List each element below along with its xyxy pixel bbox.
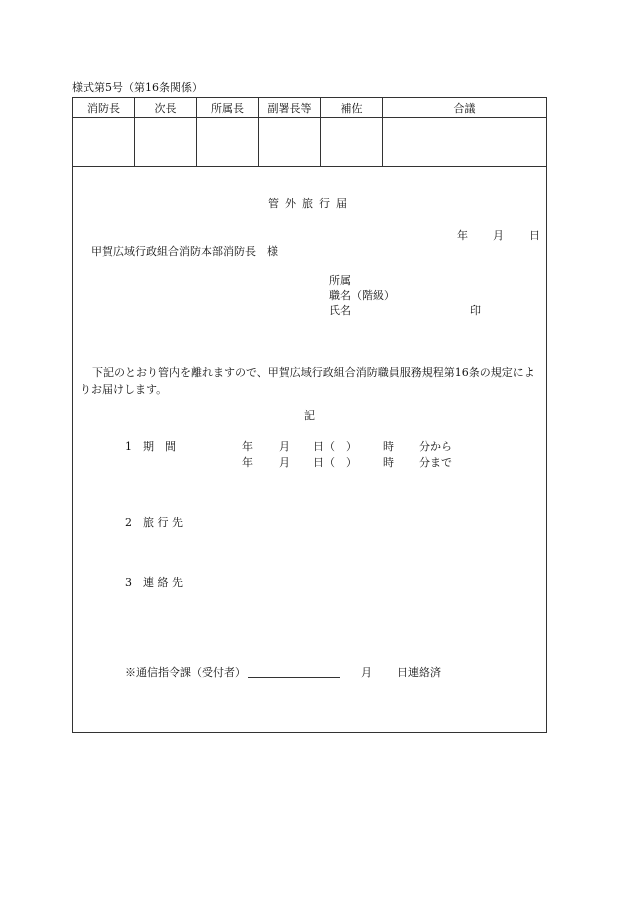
seal-label: 印 bbox=[470, 304, 481, 317]
communication-label-text: ※通信指令課（受付者） bbox=[125, 666, 246, 679]
period-to-day: 日（ ） bbox=[313, 456, 357, 469]
period-to-year: 年 bbox=[242, 456, 253, 469]
approval-header-dept-head: 所属長 bbox=[197, 98, 259, 118]
period-to-month: 月 bbox=[279, 456, 290, 469]
approval-seal-chief[interactable] bbox=[73, 118, 135, 167]
approval-seal-dept-head[interactable] bbox=[197, 118, 259, 167]
affiliation-label: 所属 bbox=[329, 274, 351, 287]
approval-header-chief: 消防長 bbox=[73, 98, 135, 118]
name-label: 氏名 bbox=[329, 304, 351, 317]
period-label: 1 期 間 bbox=[125, 440, 176, 453]
communication-label bbox=[125, 667, 342, 678]
approval-seal-deputy[interactable] bbox=[135, 118, 197, 167]
form-number: 様式第5号（第16条関係） bbox=[72, 81, 203, 94]
ki-label: 記 bbox=[304, 409, 315, 422]
period-from-day: 日（ ） bbox=[313, 440, 357, 453]
approval-table bbox=[72, 97, 547, 167]
body-text: 下記のとおり管内を離れますので、甲賀広域行政組合消防職員服務規程第16条の規定によりお届けします。 bbox=[80, 366, 535, 396]
approval-header-vice-station: 副署長等 bbox=[259, 98, 321, 118]
period-to-minute: 分まで bbox=[419, 456, 452, 469]
contact-label: 3 連 絡 先 bbox=[125, 576, 183, 589]
period-from-hour: 時 bbox=[383, 440, 394, 453]
date-month-label: 月 bbox=[493, 229, 504, 242]
period-from-minute: 分から bbox=[419, 440, 452, 453]
footer-day-contacted: 日連絡済 bbox=[397, 666, 441, 679]
footer-month: 月 bbox=[361, 666, 372, 679]
date-year-label: 年 bbox=[457, 229, 468, 242]
period-to-hour: 時 bbox=[383, 456, 394, 469]
receiver-blank[interactable] bbox=[248, 667, 340, 678]
approval-header-deputy: 次長 bbox=[135, 98, 197, 118]
destination-label: 2 旅 行 先 bbox=[125, 516, 183, 529]
addressee: 甲賀広域行政組合消防本部消防長 様 bbox=[91, 245, 278, 258]
approval-header-consultation: 合議 bbox=[383, 98, 547, 118]
approval-seal-vice-station[interactable] bbox=[259, 118, 321, 167]
approval-seal-consultation[interactable] bbox=[383, 118, 547, 167]
approval-header-assistant: 補佐 bbox=[321, 98, 383, 118]
period-from-year: 年 bbox=[242, 440, 253, 453]
approval-seal-assistant[interactable] bbox=[321, 118, 383, 167]
position-label: 職名（階級） bbox=[329, 289, 395, 302]
form-title: 管外旅行届 bbox=[268, 197, 353, 210]
period-from-month: 月 bbox=[279, 440, 290, 453]
date-day-label: 日 bbox=[529, 229, 540, 242]
